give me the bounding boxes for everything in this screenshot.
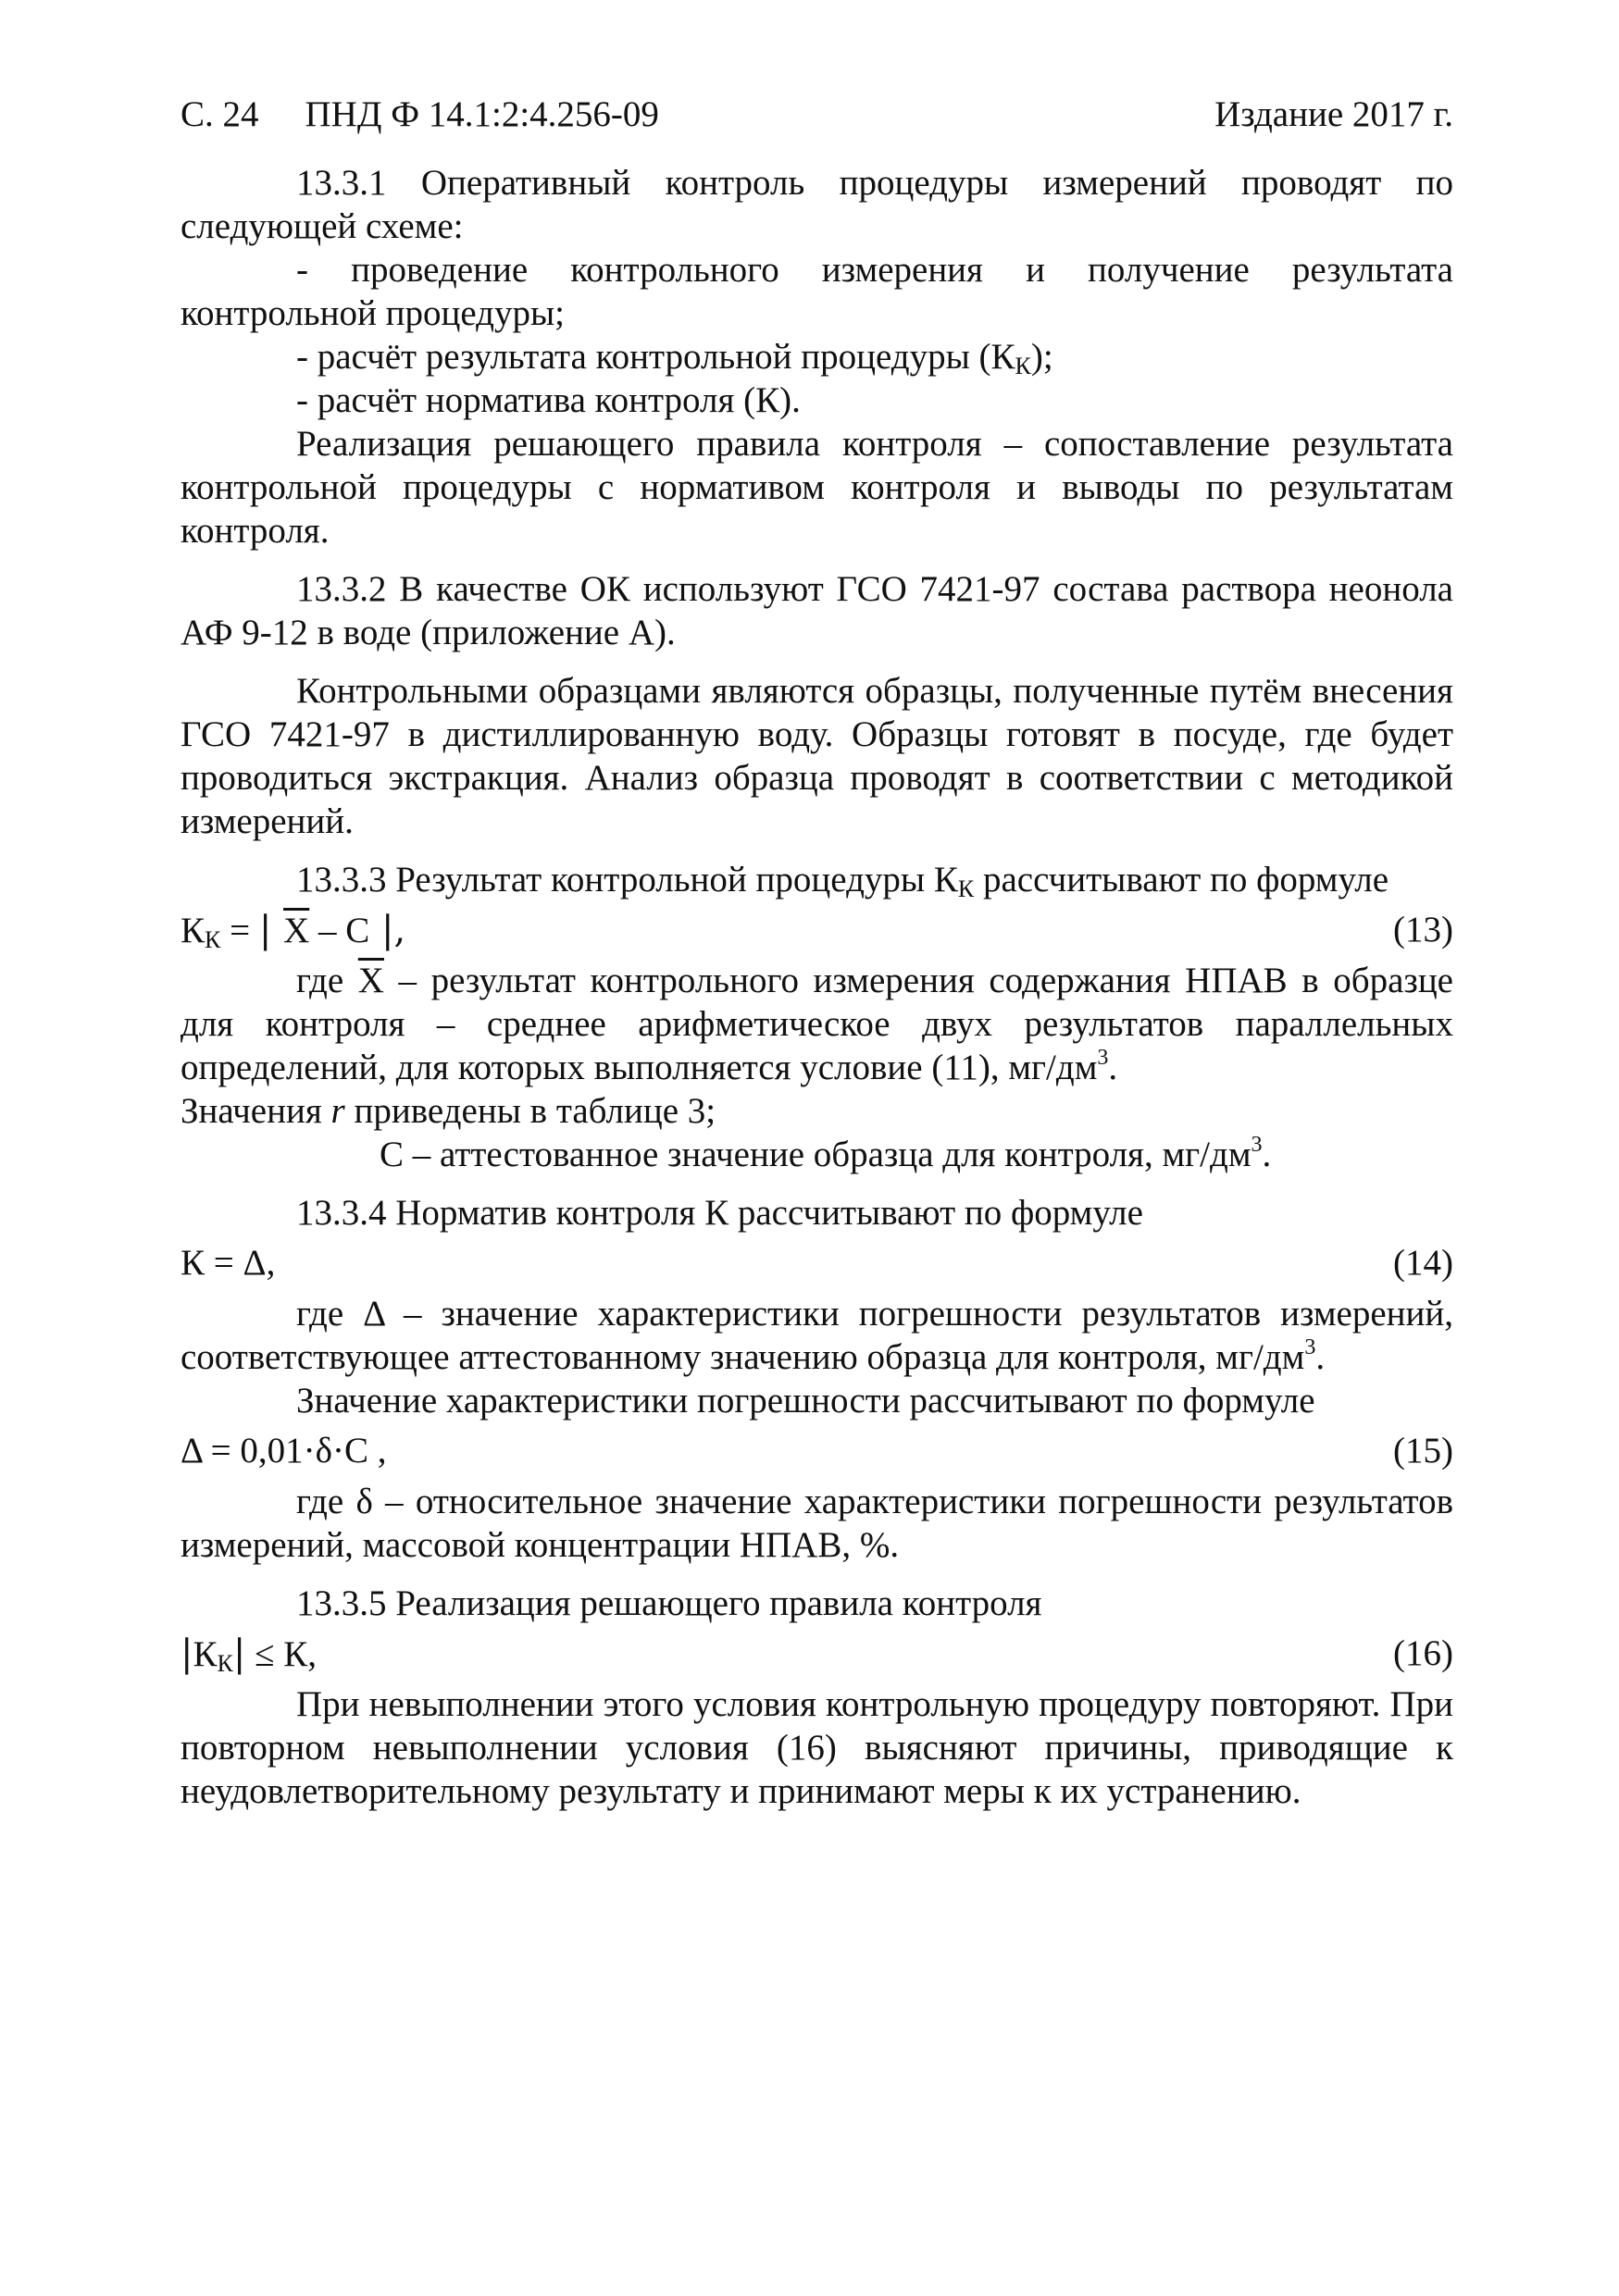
formula-equals: = xyxy=(220,911,259,950)
edition-label: Издание 2017 г. xyxy=(1214,94,1453,134)
subscript: К xyxy=(217,1650,233,1677)
text: где Δ – значение характеристики погрешности результатов измерений, соответствующее аттестованному значению образца для контроля, мг/дм xyxy=(181,1294,1453,1377)
text: приведены в таблице 3; xyxy=(344,1091,716,1131)
formula-15-expression: Δ = 0,01·δ·C , xyxy=(181,1431,387,1471)
text: где xyxy=(296,961,358,1000)
abs-bar-close: |, xyxy=(369,909,406,951)
section-13-3-5-p2: При невыполнении этого условия контрольную процедуру повторяют. При повторном невыполнении условия (16) выясняют причины, приводящие к неудовлетворительному результату и принимают меры к их устранению. xyxy=(181,1684,1453,1811)
formula-14 xyxy=(181,1235,1453,1292)
header-left xyxy=(181,93,705,136)
abs-bar-open: | xyxy=(258,909,284,951)
page-number: С. 24 xyxy=(181,94,259,134)
spacer xyxy=(181,1176,1453,1191)
spacer xyxy=(181,552,1453,567)
formula-13-number: (13) xyxy=(1393,910,1453,949)
subscript: К xyxy=(1015,353,1031,379)
section-13-3-3-p1 xyxy=(181,858,1453,901)
text: 13.3.3 Результат контрольной процедуры К xyxy=(296,860,958,900)
spacer xyxy=(181,843,1453,858)
formula-13-expression xyxy=(181,901,1453,960)
formula-16-expression xyxy=(181,1625,1453,1683)
text: . xyxy=(1108,1048,1118,1087)
subscript: К xyxy=(957,875,975,902)
section-13-3-2-p1: 13.3.2 В качестве ОК используют ГСО 7421-97 состава раствора неонола АФ 9-12 в воде (приложение А). xyxy=(181,569,1453,652)
list-item-text-end: ); xyxy=(1030,337,1053,377)
formula-16-number: (16) xyxy=(1393,1633,1453,1673)
formula-14-explanation xyxy=(181,1292,1453,1379)
formula-14-number: (14) xyxy=(1393,1243,1453,1283)
page-header xyxy=(181,93,1453,136)
text: . xyxy=(1262,1135,1272,1174)
abs-bar-close: | xyxy=(232,1632,246,1675)
section-13-3-4-p2: Значение характеристики погрешности рассчитывают по формуле xyxy=(296,1381,1315,1421)
section-13-3-4-p1: 13.3.4 Норматив контроля К рассчитывают по формуле xyxy=(296,1193,1143,1233)
formula-x-mean: $\overline{X}$ xyxy=(283,911,310,950)
list-item-control-result xyxy=(181,335,1453,379)
formula-k: К xyxy=(193,1634,218,1674)
list-item-control-measurement: - проведение контрольного измерения и получение результата контрольной процедуры; xyxy=(181,250,1453,333)
formula-14-expression: К = Δ, xyxy=(181,1243,276,1283)
formula-13 xyxy=(181,901,1453,959)
subscript: К xyxy=(205,926,221,953)
formula-k: К xyxy=(181,911,205,950)
text: – результат контрольного измерения содержания НПАВ в образце для контроля – среднее арифметическое двух результатов параллельных определений, для которых выполняется условие (11), мг/дм xyxy=(181,961,1453,1087)
spacer xyxy=(181,1567,1453,1582)
formula-13-explanation xyxy=(181,959,1453,1089)
decision-rule-paragraph: Реализация решающего правила контроля – сопоставление результата контрольной процедуры с нормативом контроля и выводы по результатам контроля. xyxy=(181,424,1453,551)
formula-rest: ≤ К, xyxy=(245,1634,317,1674)
text: рассчитывают по формуле xyxy=(974,860,1389,900)
spacer xyxy=(181,654,1453,669)
section-13-3-5-p1: 13.3.5 Реализация решающего правила контроля xyxy=(296,1583,1042,1623)
formula-15 xyxy=(181,1422,1453,1480)
formula-minus-c: – C xyxy=(309,911,370,950)
formula-15-number: (15) xyxy=(1393,1431,1453,1471)
superscript: 3 xyxy=(1097,1046,1109,1070)
r-values-note xyxy=(181,1089,1453,1133)
superscript: 3 xyxy=(1304,1335,1316,1359)
section-13-3-1-intro: 13.3.1 Оперативный контроль процедуры измерений проводят по следующей схеме: xyxy=(181,163,1453,246)
text: С – аттестованное значение образца для контроля, мг/дм xyxy=(380,1135,1252,1174)
formula-16 xyxy=(181,1625,1453,1682)
text: Значения xyxy=(181,1091,331,1131)
document-code: ПНД Ф 14.1:2:4.256-09 xyxy=(305,94,659,134)
section-13-3-2-p2: Контрольными образцами являются образцы, полученные путём внесения ГСО 7421-97 в дистиллированную воду. Образцы готовят в посуде, где будет проводиться экстракция. Анализ образца проводят в соответствии с методикой измерений. xyxy=(181,671,1453,841)
superscript: 3 xyxy=(1251,1133,1263,1157)
c-definition xyxy=(181,1133,1453,1176)
list-item-control-norm: - расчёт норматива контроля (К). xyxy=(296,380,801,420)
formula-15-explanation: где δ – относительное значение характеристики погрешности результатов измерений, массовой концентрации НПАВ, %. xyxy=(181,1482,1453,1565)
r-variable: r xyxy=(330,1091,345,1131)
abs-bar-open: | xyxy=(181,1632,193,1675)
x-mean-symbol: $\overline{X}$ xyxy=(357,961,384,1000)
document-body xyxy=(181,161,1453,1813)
text: . xyxy=(1315,1337,1326,1377)
list-item-text: - расчёт результата контрольной процедуры (К xyxy=(296,337,1015,377)
